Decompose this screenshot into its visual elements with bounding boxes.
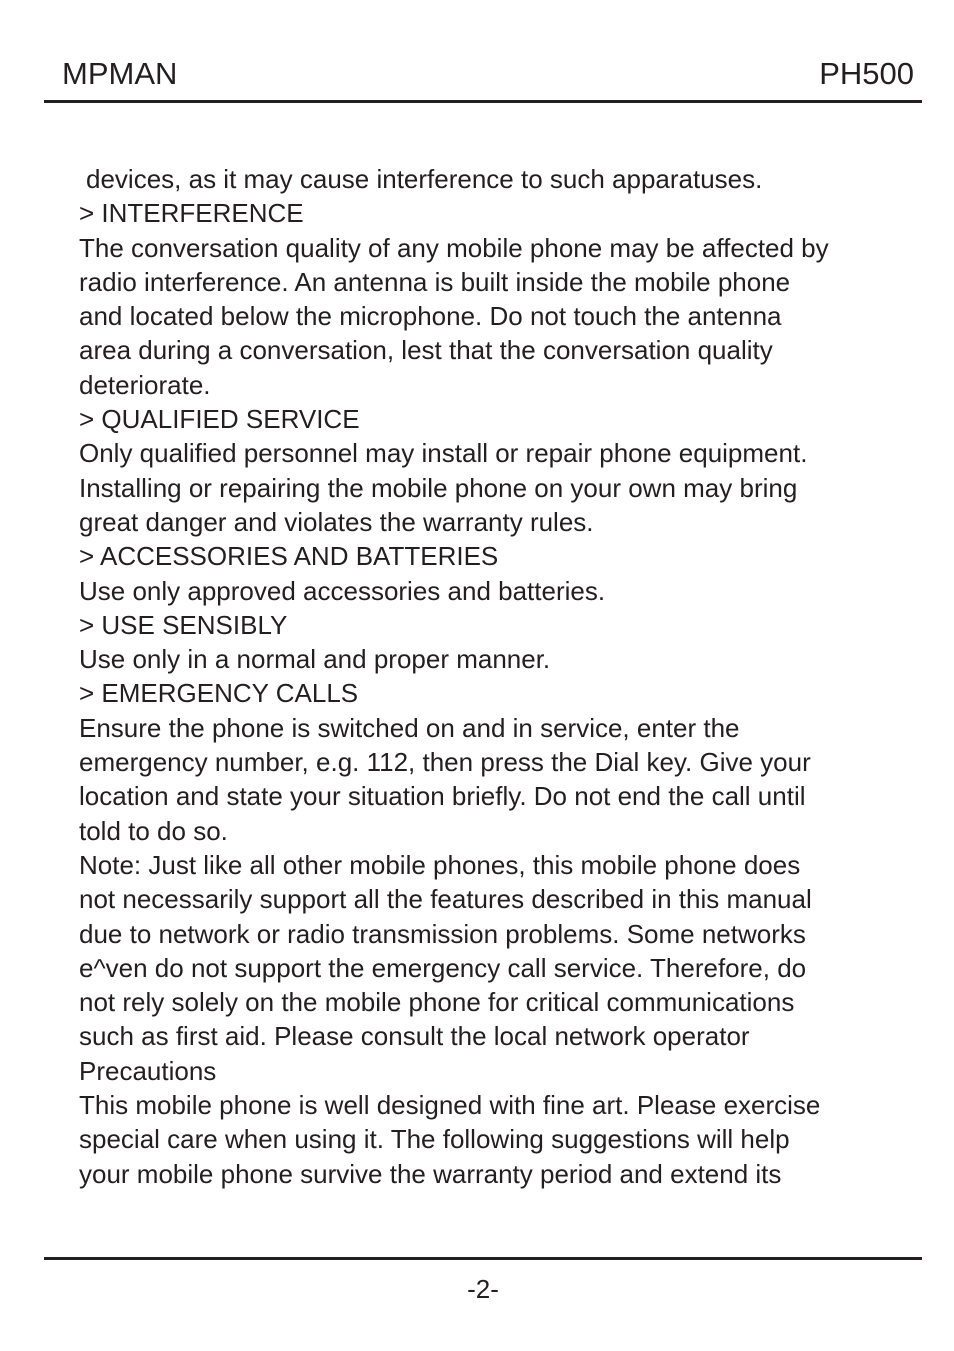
body-text: [79, 162, 899, 1191]
section-heading-emergency-calls: > EMERGENCY CALLS: [79, 678, 359, 709]
body-line: Use only approved accessories and batteries.: [79, 575, 606, 606]
footer-divider: [44, 1257, 922, 1260]
header-brand: MPMAN: [62, 56, 178, 91]
body-line: told to do so.: [79, 815, 228, 846]
body-line: and located below the microphone. Do not touch the antenna: [79, 301, 782, 332]
body-line: not rely solely on the mobile phone for critical communications: [79, 987, 795, 1018]
body-line: such as first aid. Please consult the local network operator: [79, 1021, 750, 1052]
body-line: Ensure the phone is switched on and in service, enter the: [79, 712, 740, 743]
body-line: e^ven do not support the emergency call service. Therefore, do: [79, 952, 807, 983]
body-line: your mobile phone survive the warranty period and extend its: [79, 1158, 782, 1189]
body-line: devices, as it may cause interference to such apparatuses.: [86, 164, 763, 194]
body-line: Installing or repairing the mobile phone on your own may bring: [79, 472, 798, 503]
body-line: great danger and violates the warranty rules.: [79, 506, 594, 537]
section-heading-precautions: Precautions: [79, 1055, 217, 1086]
body-line: special care when using it. The following suggestions will help: [79, 1124, 790, 1155]
body-line: location and state your situation briefly. Do not end the call until: [79, 781, 806, 812]
section-heading-accessories: > ACCESSORIES AND BATTERIES: [79, 541, 499, 572]
section-heading-interference: > INTERFERENCE: [79, 198, 304, 229]
body-line: radio interference. An antenna is built inside the mobile phone: [79, 266, 791, 297]
body-line: Use only in a normal and proper manner.: [79, 644, 551, 675]
body-line: deteriorate.: [79, 369, 211, 400]
body-line: emergency number, e.g. 112, then press the Dial key. Give your: [79, 747, 811, 778]
header-model: PH500: [819, 56, 914, 91]
body-line: The conversation quality of any mobile phone may be affected by: [79, 232, 829, 263]
body-line: not necessarily support all the features described in this manual: [79, 884, 812, 915]
body-line: This mobile phone is well designed with fine art. Please exercise: [79, 1090, 821, 1121]
body-line: area during a conversation, lest that the conversation quality: [79, 335, 773, 366]
page-header: [44, 54, 922, 103]
page-number: -2-: [467, 1274, 499, 1304]
body-line: Note: Just like all other mobile phones, this mobile phone does: [79, 849, 801, 880]
body-line: due to network or radio transmission problems. Some networks: [79, 918, 806, 949]
section-heading-use-sensibly: > USE SENSIBLY: [79, 609, 288, 640]
section-heading-qualified-service: > QUALIFIED SERVICE: [79, 404, 360, 435]
body-line: Only qualified personnel may install or repair phone equipment.: [79, 438, 808, 469]
